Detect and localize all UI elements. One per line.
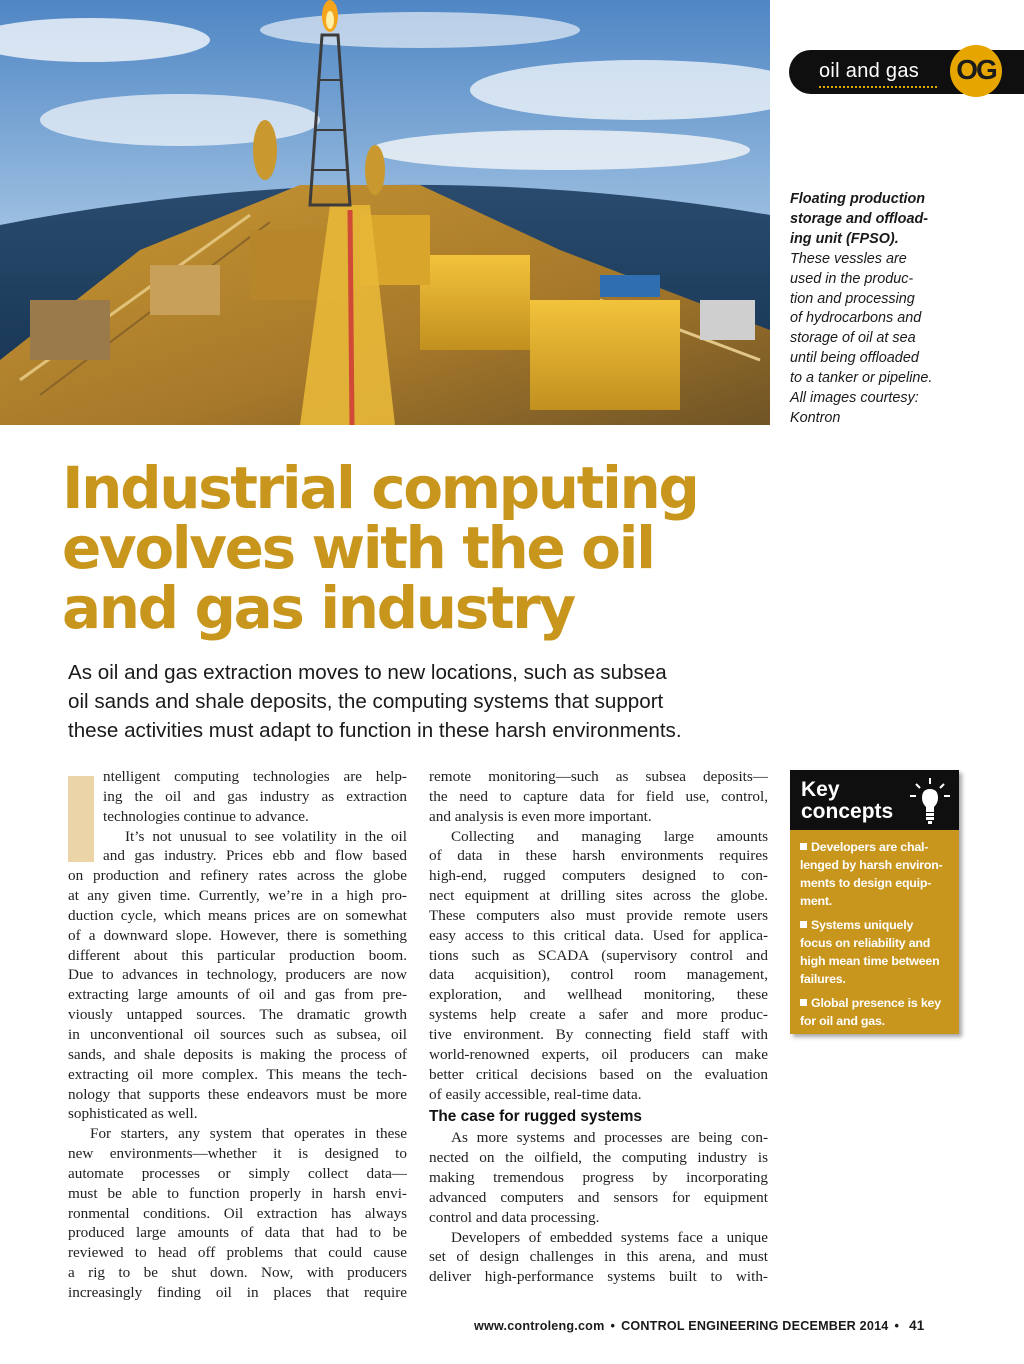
body-line: different about this particular production boom. [68, 946, 407, 964]
body-line: advanced computers and sensors for equipment [429, 1188, 768, 1206]
footer-website: www.controleng.com [474, 1319, 605, 1333]
body-line: making tremendous progress by incorporating [429, 1169, 768, 1187]
body-line: For starters, any system that operates in these [90, 1125, 407, 1143]
og-logo-text: OG [956, 54, 996, 85]
body-line: world-renowned experts, oil producers can make [429, 1045, 768, 1063]
key-concept-line: focus on reliability and [800, 936, 931, 950]
body-line: It’s not unusual to see volatility in the oil [125, 827, 407, 845]
dotted-underline [819, 86, 937, 88]
caption-bold-line: ing unit (FPSO). [790, 230, 899, 247]
body-line: produced large amounts of data that had to be [68, 1224, 407, 1242]
caption-line: storage of oil at sea [790, 330, 916, 347]
body-line: As more systems and processes are being con- [451, 1129, 768, 1147]
og-logo [950, 45, 1002, 97]
body-column-1 [68, 767, 407, 1303]
body-line: set of design challenges in this arena, and must [429, 1248, 768, 1266]
deck-line: these activities must adapt to function in these harsh environments. [68, 719, 682, 742]
key-concept-line: Global presence is key [811, 996, 941, 1010]
key-concepts-list [800, 838, 952, 1036]
body-line: of a downward slope. However, there is something [68, 926, 407, 944]
caption-bold-line: storage and offload- [790, 210, 929, 227]
photo-caption [790, 190, 965, 429]
body-line: ronmental conditions. Oil extraction has always [68, 1204, 407, 1222]
headline-line: Industrial computing [62, 454, 698, 522]
body-line: sophisticated as well. [68, 1105, 198, 1123]
caption-line: until being offloaded [790, 350, 919, 367]
key-concepts-title-line: concepts [801, 800, 894, 823]
body-line: ing the oil and gas industry as extraction [103, 787, 407, 805]
deck-line: oil sands and shale deposits, the computing systems that support [68, 690, 664, 713]
body-line: new environments—whether it is designed to [68, 1145, 407, 1163]
key-concepts-header [790, 770, 959, 830]
key-concepts-box [790, 770, 959, 1034]
caption-line: These vessles are [790, 250, 907, 267]
section-label: oil and gas [819, 60, 920, 82]
body-line: in unconventional oil sources such as subsea, oil [68, 1025, 407, 1043]
key-concepts-title-line: Key [801, 778, 840, 801]
body-line: deliver high-performance systems built to with- [429, 1268, 768, 1286]
key-concept-item [800, 838, 952, 910]
fpso-photo [0, 0, 770, 425]
deck-line: As oil and gas extraction moves to new locations, such as subsea [68, 661, 667, 684]
body-line: of data in these harsh environments requires [429, 847, 768, 865]
body-line: reviewed to head off problems that could cause [68, 1244, 407, 1262]
body-line: control and data processing. [429, 1208, 600, 1226]
body-line: at any given time. Currently, we’re in a high pro- [68, 887, 407, 905]
body-line: automate processes or simply collect data— [68, 1164, 407, 1182]
body-line: tions such as SCADA (supervisory control and [429, 946, 768, 964]
body-column-2 [429, 767, 768, 1287]
body-line: ntelligent computing technologies are help- [103, 768, 407, 785]
body-line: nected on the oilfield, the computing industry is [429, 1149, 768, 1167]
footer-publication: CONTROL ENGINEERING DECEMBER 2014 [621, 1319, 889, 1333]
key-concept-line: ments to design equip- [800, 876, 932, 890]
body-line: extracting oil more complex. This means the tech- [68, 1065, 407, 1083]
body-line: duction cycle, which means prices are on somewhat [68, 906, 407, 924]
square-bullet [800, 999, 807, 1006]
body-line: tive environment. By connecting field staff with [429, 1025, 768, 1043]
body-line: exploration, and wellhead monitoring, these [429, 986, 768, 1004]
page-number: 41 [909, 1318, 925, 1333]
body-line: Collecting and managing large amounts [451, 827, 768, 845]
body-line: nology that supports these endeavors must be more [68, 1085, 407, 1103]
body-line: These computers also must provide remote users [429, 906, 768, 924]
key-concept-line: for oil and gas. [800, 1014, 885, 1028]
square-bullet [800, 843, 807, 850]
caption-line: All images courtesy: [790, 390, 919, 407]
section-subhead: The case for rugged systems [429, 1108, 642, 1126]
body-line: Due to advances in technology, producers are now [68, 966, 407, 984]
article-deck [68, 658, 758, 745]
body-line: data acquisition), control room management, [429, 966, 768, 984]
lightbulb-icon [908, 776, 952, 826]
body-line: increasingly finding oil in places that require [68, 1283, 407, 1301]
body-line: better critical decisions based on the evaluation [429, 1065, 768, 1083]
body-line: on production and refinery rates across the globe [68, 867, 407, 885]
caption-line: to a tanker or pipeline. [790, 370, 933, 387]
headline-line: evolves with the oil [62, 514, 654, 582]
body-line: nect equipment at drilling sites across the globe. [429, 887, 768, 905]
caption-bold-line: Floating production [790, 191, 926, 207]
headline-line: and gas industry [62, 574, 574, 642]
footer-separator: • [894, 1319, 900, 1333]
body-line: high-end, rugged computers designed to con- [429, 867, 768, 885]
body-line: extracting large amounts of oil and gas from pre- [68, 986, 407, 1004]
page-footer [474, 1318, 964, 1333]
key-concept-item [800, 916, 952, 988]
key-concept-line: Systems uniquely [811, 918, 914, 932]
caption-line: used in the produc- [790, 270, 914, 287]
body-line: and gas industry. Prices ebb and flow based [103, 847, 407, 865]
body-line: Developers of embedded systems face a unique [451, 1228, 768, 1246]
body-line: easy access to this critical data. Used for applica- [429, 926, 768, 944]
key-concept-item [800, 994, 952, 1030]
body-line: technologies continue to advance. [103, 807, 309, 825]
key-concept-line: ment. [800, 894, 833, 908]
body-line: a rig to be shut down. Now, with producers [68, 1264, 407, 1282]
body-line: viously untapped sources. The dramatic growth [68, 1006, 407, 1024]
key-concept-line: high mean time between [800, 954, 940, 968]
body-line: systems help create a safer and more produc- [429, 1006, 768, 1024]
footer-separator: • [610, 1319, 616, 1333]
body-line: the need to capture data for field use, control, [429, 787, 768, 805]
body-line: sands, and shale deposits is making the process of [68, 1045, 407, 1063]
body-line: and analysis is even more important. [429, 807, 652, 825]
body-line: remote monitoring—such as subsea deposits— [429, 768, 768, 785]
caption-line: Kontron [790, 409, 841, 426]
key-concept-line: Developers are chal- [811, 840, 929, 854]
key-concepts-title [801, 779, 893, 823]
caption-line: of hydrocarbons and [790, 310, 922, 327]
body-line: must be able to function properly in harsh envi- [68, 1184, 407, 1202]
caption-line: tion and processing [790, 290, 915, 307]
square-bullet [800, 921, 807, 928]
article-headline [62, 454, 762, 642]
key-concept-line: failures. [800, 972, 846, 986]
body-line: of easily accessible, real-time data. [429, 1085, 642, 1103]
key-concept-line: lenged by harsh environ- [800, 858, 943, 872]
